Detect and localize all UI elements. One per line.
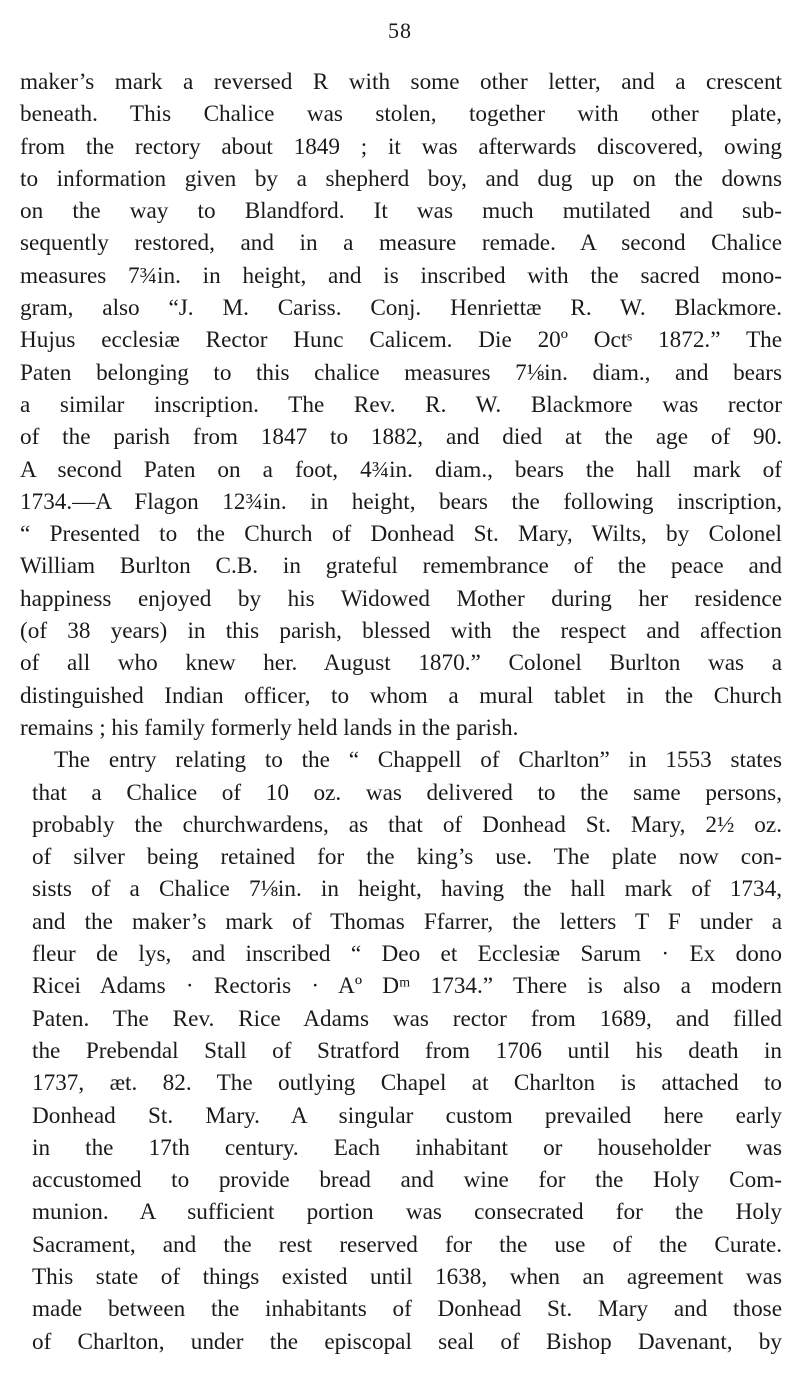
text-line: of Charlton, under the episcopal seal of Bishop Davenant, by [32, 1328, 782, 1355]
text-line: Paten. The Rev. Rice Adams was rector from 1689, and filled [32, 1005, 782, 1032]
text-line: happiness enjoyed by his Widowed Mother during her residence [20, 585, 782, 612]
text-line: Paten belonging to this chalice measures 7⅛in. diam., and bears [20, 359, 782, 386]
text-line: This state of things existed until 1638, when an agreement was [32, 1263, 782, 1290]
text-line: Sacrament, and the rest reserved for the use of the Curate. [32, 1231, 782, 1258]
text-line: accustomed to provide bread and wine for the Holy Com- [32, 1167, 782, 1194]
text-line: of all who knew her. August 1870.” Colonel Burlton was a [20, 650, 782, 677]
text-line: to information given by a shepherd boy, and dug up on the downs [20, 165, 782, 192]
text-line: 1734.—A Flagon 12¾in. in height, bears the following inscription, [20, 488, 782, 515]
text-line: Ricei Adams · Rectoris · Aº Dᵐ 1734.” There is also a modern [32, 973, 782, 1000]
text-line: measures 7¾in. in height, and is inscribed with the sacred mono- [20, 262, 782, 289]
text-line: gram, also “J. M. Cariss. Conj. Henriettæ R. W. Blackmore. [20, 295, 782, 322]
paragraph [20, 66, 782, 744]
text-line: “ Presented to the Church of Donhead St. Mary, Wilts, by Colonel [20, 521, 782, 548]
text-line: 1737, æt. 82. The outlying Chapel at Charlton is attached to [32, 1070, 782, 1097]
text-line: and the maker’s mark of Thomas Ffarrer, the letters T F under a [32, 908, 782, 935]
text-line: munion. A sufficient portion was consecrated for the Holy [32, 1199, 782, 1226]
text-line: sequently restored, and in a measure remade. A second Chalice [20, 230, 782, 257]
paragraph [20, 744, 782, 1358]
text-line: fleur de lys, and inscribed “ Deo et Ecclesiæ Sarum · Ex dono [32, 941, 782, 968]
body-text [20, 66, 782, 1358]
text-line: William Burlton C.B. in grateful remembrance of the peace and [20, 553, 782, 580]
text-line: a similar inscription. The Rev. R. W. Blackmore was rector [20, 391, 782, 418]
text-line: (of 38 years) in this parish, blessed with the respect and affection [20, 618, 782, 645]
text-line: distinguished Indian officer, to whom a mural tablet in the Church [20, 682, 782, 709]
text-line: of silver being retained for the king’s use. The plate now con- [32, 844, 782, 871]
text-line: maker’s mark a reversed R with some other letter, and a crescent [20, 69, 782, 95]
text-line: that a Chalice of 10 oz. was delivered to the same persons, [32, 779, 782, 806]
text-line: A second Paten on a foot, 4¾in. diam., bears the hall mark of [20, 456, 782, 483]
text-line: sists of a Chalice 7⅛in. in height, having the hall mark of 1734, [32, 876, 782, 903]
text-line: Donhead St. Mary. A singular custom prevailed here early [32, 1102, 782, 1129]
text-line: in the 17th century. Each inhabitant or householder was [32, 1134, 782, 1161]
text-line: made between the inhabitants of Donhead St. Mary and those [32, 1296, 782, 1323]
text-line: remains ; his family formerly held lands in the parish. [20, 714, 519, 741]
page-number: 58 [388, 18, 412, 43]
text-line: from the rectory about 1849 ; it was afterwards discovered, owing [20, 133, 782, 160]
text-line: probably the churchwardens, as that of Donhead St. Mary, 2½ oz. [32, 811, 782, 838]
text-line: on the way to Blandford. It was much mutilated and sub- [20, 198, 782, 225]
text-line: Hujus ecclesiæ Rector Hunc Calicem. Die 20º Octˢ 1872.” The [20, 327, 782, 354]
text-line: beneath. This Chalice was stolen, together with other plate, [20, 101, 782, 128]
text-line: of the parish from 1847 to 1882, and died at the age of 90. [20, 424, 782, 451]
text-line: the Prebendal Stall of Stratford from 1706 until his death in [32, 1037, 782, 1064]
text-line: The entry relating to the “ Chappell of Charlton” in 1553 states [54, 747, 782, 774]
